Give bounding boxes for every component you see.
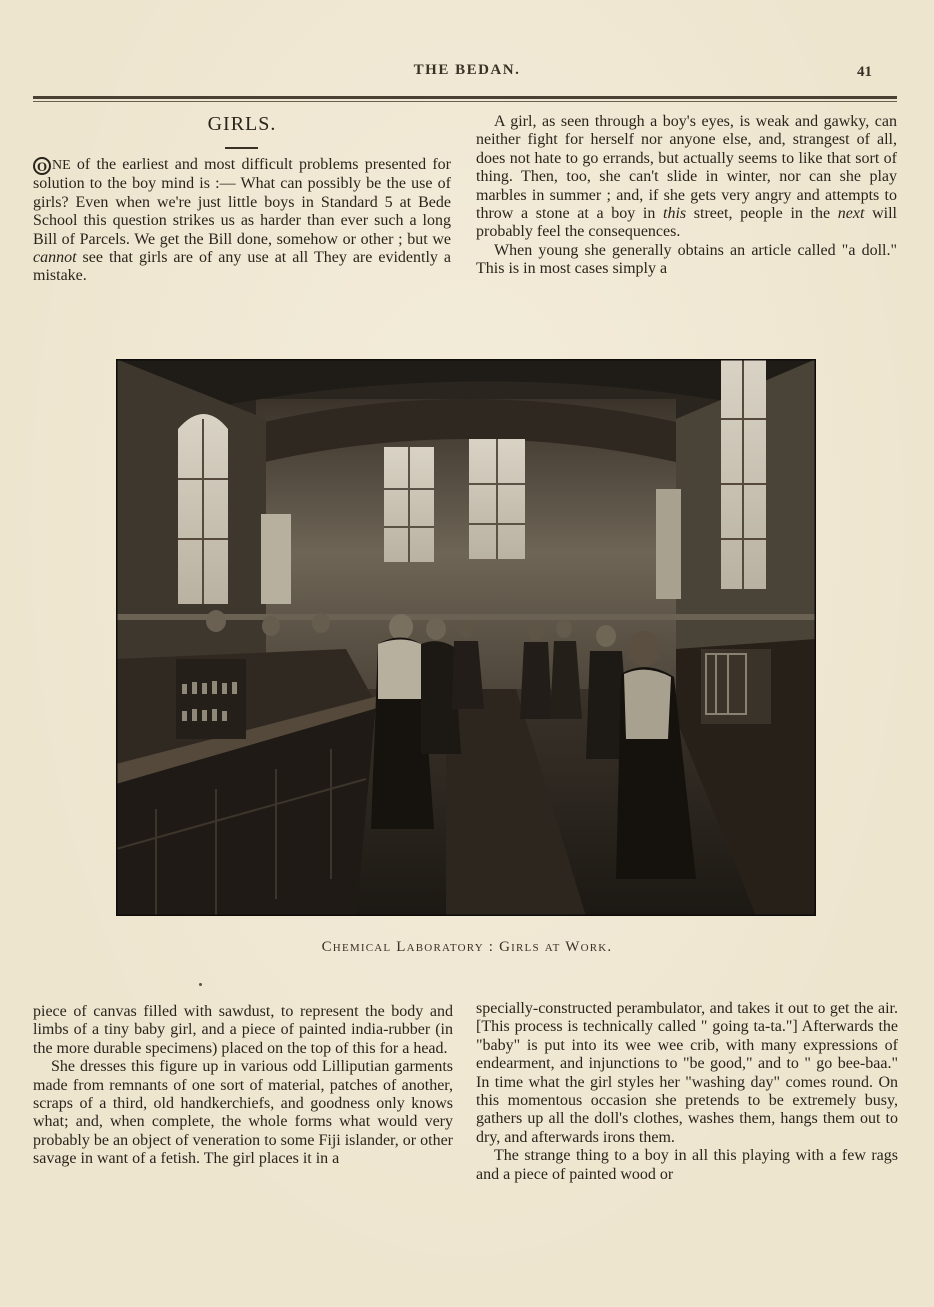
boys-eye-paragraph [476, 113, 897, 242]
header-rule-thin [33, 101, 897, 102]
left-window-small [261, 514, 291, 604]
ink-dot [199, 983, 202, 986]
left-column-bottom [33, 1003, 453, 1169]
perambulator-paragraph: specially-constructed perambulator, and takes it out to get the air. [This process is technically called " going ta-ta."] Afterwards the "baby" is put into its wee wee crib, with many expressions of endearment, and injunctions to "be good," and to " go bee-baa." In time what the girl styles her "washing day" comes round. On this momentous occasion she pretends to be extremely busy, gathers up all the doll's clothes, washes them, hangs them out to dry, and afterwards irons them. [476, 1000, 898, 1146]
left-column-top [33, 156, 451, 286]
emphasis-this: this [663, 205, 687, 223]
article-title: GIRLS. [207, 113, 277, 135]
opening-paragraph [33, 156, 451, 286]
right-window-far [656, 489, 681, 599]
right-column-top [476, 113, 897, 279]
boys-eye-text-a: A girl, as seen through a boy's eyes, is weak and gawky, can neither fight for herself nor anyone else, and, strangest of all, does not hate to go errands, but actually seems to like that sort of thing. Then, too, she can't slide in winter, nor can she play marbles in summer ; and, if she gets very angry and attempts to throw a stone at a boy in [476, 113, 897, 223]
photo-caption: Chemical Laboratory : Girls at Work. [321, 939, 613, 955]
opening-smallcaps: NE [52, 158, 71, 173]
right-column-bottom [476, 1000, 898, 1184]
header-rule-thick [33, 96, 897, 99]
running-title: THE BEDAN. [413, 62, 521, 78]
page-number: 41 [857, 64, 872, 80]
opening-emphasis: cannot [33, 249, 77, 267]
opening-line-one: of the earliest and most difficult problems [70, 156, 359, 173]
dresses-figure-paragraph: She dresses this figure up in various odd Lilliputian garments made from remnants of one sort of material, patches of another, scraps of a third, old handkerchiefs, and goodness only knows what; and, when complete, the whole forms what would very probably be an object of veneration to some Fiji islander, or other savage in want of a fetish. The girl places it in a [33, 1058, 453, 1168]
doll-paragraph: When young she generally obtains an article called "a doll." This is in most cases simply a [476, 241, 897, 278]
opening-paragraph-body: presented for solution to the boy mind is :— What can possibly be the use of girls? Even when we're just little boys in Standard 5 at Bede School this question strikes us as harder than ever such a long Bill of Parcels. We get the Bill done, somehow or other ; but we [33, 156, 452, 248]
laboratory-photograph [116, 359, 816, 916]
title-rule [225, 147, 258, 149]
opening-paragraph-end: see that girls are of any use at all They are evidently a mistake. [33, 249, 451, 285]
emphasis-next: next [837, 205, 865, 223]
dropcap-letter: O [33, 157, 51, 175]
boys-eye-text-b: street, people in the [686, 205, 838, 223]
doll-body-paragraph: piece of canvas filled with sawdust, to represent the body and limbs of a tiny baby girl, and a piece of painted india-rubber (in the more durable specimens) placed on the top of this for a head. [33, 1003, 453, 1057]
boys-eye-text-c: will probably feel the consequences. [476, 205, 897, 241]
strange-thing-paragraph: The strange thing to a boy in all this playing with a few rags and a piece of painted wood or [476, 1147, 898, 1183]
